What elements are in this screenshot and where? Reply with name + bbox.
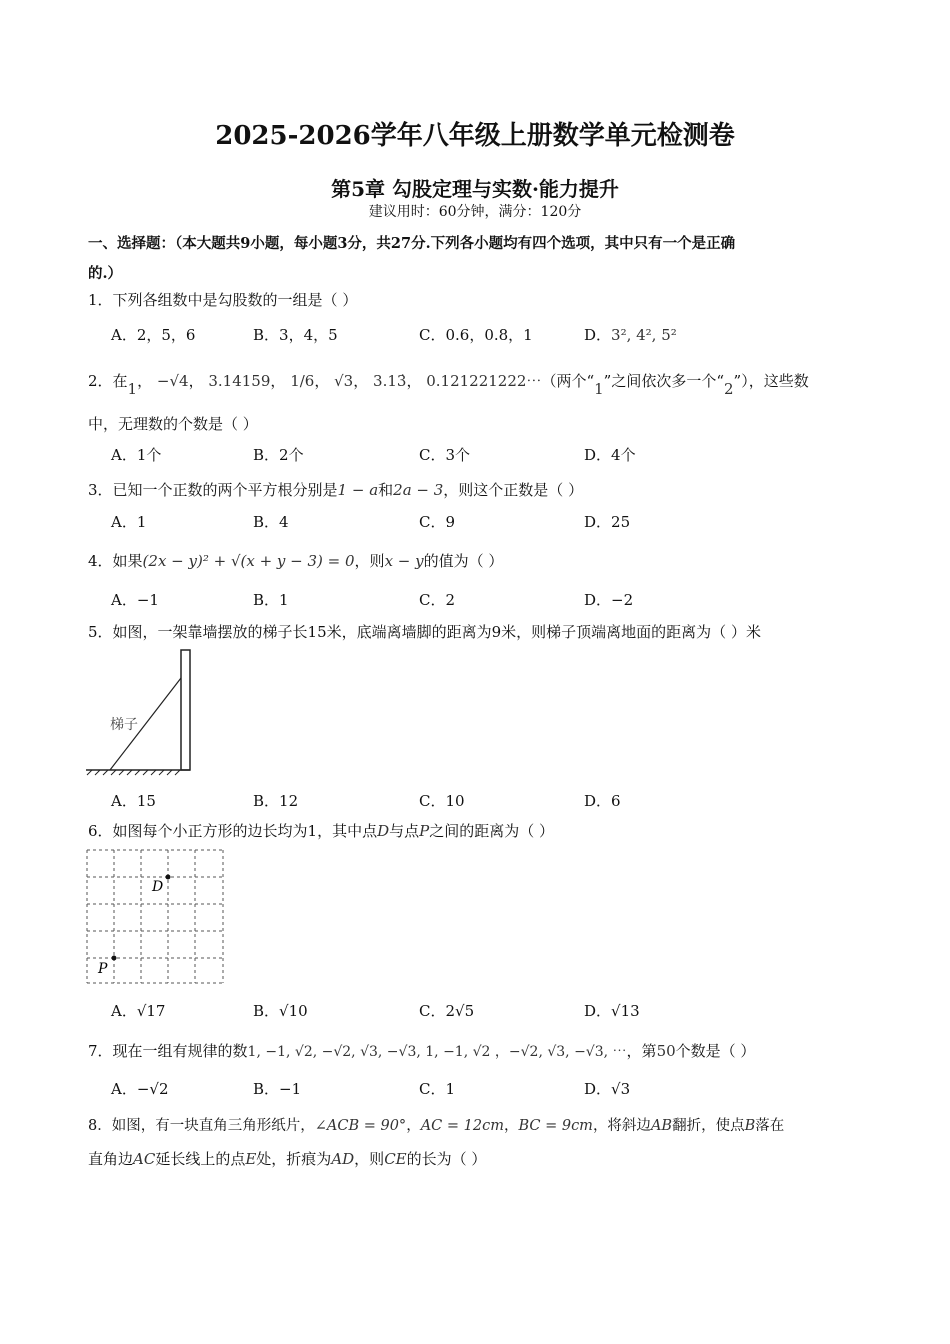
q1-option-d-math: 3², 4², 5²: [611, 326, 677, 344]
q3-stem-a: 3．已知一个正数的两个平方根分别是: [88, 481, 338, 499]
q8-text-d: 落在: [755, 1118, 785, 1134]
q2-stem-line2: 中，无理数的个数是（ ）: [88, 415, 258, 433]
q3-stem-b: ，则这个正数是（ ）: [443, 481, 584, 499]
q2-sep: ，: [353, 372, 369, 390]
q4-option-b[interactable]: B．1: [253, 591, 289, 609]
section-heading-cont: 的.）: [88, 265, 123, 282]
q5-stem: 5．如图，一架靠墙摆放的梯子长15米，底端离墙脚的距离为9米，则梯子顶端离地面的距离为（ ）米: [88, 623, 761, 641]
q5-option-c[interactable]: C．10: [419, 792, 465, 810]
q8-text-i: 的长为（ ）: [406, 1150, 487, 1168]
q6-stem: [88, 820, 554, 841]
q2-item-3: 3.14159: [208, 372, 271, 390]
q7-option-d[interactable]: D．√3: [584, 1080, 631, 1098]
q8-e: E: [245, 1150, 257, 1168]
q2-item-2: −√4: [156, 372, 189, 390]
q3-option-b[interactable]: B．4: [253, 513, 289, 531]
section-heading: 一、选择题：（本大题共9小题，每小题3分，共27分.下列各小题均有四个选项，其中只有一个是正确: [88, 235, 736, 252]
q3-expr2: 2a − 3: [393, 481, 444, 499]
q6-stem-c: 之间的距离为（ ）: [429, 822, 555, 840]
q3-option-c[interactable]: C．9: [419, 513, 456, 531]
point-p: [112, 956, 117, 961]
q2-sep: ，: [188, 372, 204, 390]
q4-stem: [88, 550, 503, 571]
q8-b: B: [744, 1118, 756, 1134]
wall: [181, 650, 190, 770]
q8-stem: 8．如图，有一块直角三角形纸片，∠ACB = 90°，AC = 12cm，BC = 9cm，将斜边AB翻折，使点B落在: [88, 1118, 785, 1134]
q3-mid: 和: [378, 481, 394, 499]
q7-stem-b: ，第: [626, 1042, 657, 1060]
q8-text-c: 翻折，使点: [672, 1118, 745, 1134]
q4-expr2: x − y: [384, 552, 424, 570]
q6-point-p: P: [419, 822, 430, 840]
q3-option-d[interactable]: D．25: [584, 513, 631, 531]
q8-bc: BC = 9cm: [518, 1118, 593, 1134]
q3-stem: [88, 479, 583, 500]
q2-note-one: 1: [594, 380, 604, 398]
q1-option-a[interactable]: A．2，5，6: [111, 326, 196, 344]
q1-stem: 1．下列各组数中是勾股数的一组是（ ）: [88, 291, 358, 309]
q5-option-b[interactable]: B．12: [253, 792, 299, 810]
q1-option-d-label: D．: [584, 326, 612, 344]
q5-option-d[interactable]: D．6: [584, 792, 621, 810]
q5-option-a[interactable]: A．15: [111, 792, 156, 810]
q8-ac: AC = 12cm: [420, 1118, 504, 1134]
point-d-label: D: [152, 879, 164, 895]
ladder-label: 梯子: [110, 717, 138, 733]
q4-option-c[interactable]: C．2: [419, 591, 456, 609]
q2-note-two: 2: [724, 380, 734, 398]
q8-text-e: 直角边: [88, 1150, 134, 1168]
q7-stem: [88, 1040, 755, 1061]
q2-option-d[interactable]: D．4个: [584, 446, 636, 464]
q1-option-c[interactable]: C．0.6，0.8，1: [419, 326, 533, 344]
q6-option-d[interactable]: D．√13: [584, 1002, 640, 1020]
q8-text-f: 延长线上的点: [155, 1150, 246, 1168]
q4-option-d[interactable]: D．−2: [584, 591, 634, 609]
q6-option-c[interactable]: C．2√5: [419, 1002, 475, 1020]
q2-num: 2．在: [88, 372, 128, 390]
q8-angle: ∠ACB = 90°: [314, 1118, 407, 1134]
q7-option-a[interactable]: A．−√2: [111, 1080, 169, 1098]
q4-stem-a: 4．如果: [88, 552, 143, 570]
q4-stem-c: 的值为（ ）: [423, 552, 504, 570]
point-d: [166, 875, 171, 880]
grid-figure: [86, 849, 226, 985]
q2-note-a: （两个“: [541, 372, 595, 390]
q4-option-a[interactable]: A．−1: [111, 591, 159, 609]
q2-option-a[interactable]: A．1个: [111, 446, 162, 464]
q7-option-b[interactable]: B．−1: [253, 1080, 302, 1098]
q4-expr: (2x − y)² + √(x + y − 3) = 0: [142, 552, 355, 570]
q2-item-5: √3: [334, 372, 354, 390]
q2-item-6: 3.13̇: [373, 372, 407, 390]
q2-note-c: ”），这些数: [733, 372, 809, 390]
q2-option-c[interactable]: C．3个: [419, 446, 471, 464]
q2-item-4: 1/6: [290, 372, 315, 390]
q7-stem-c: 个数是（ ）: [675, 1042, 756, 1060]
q6-option-a[interactable]: A．√17: [111, 1002, 166, 1020]
q2-sep: ，: [270, 372, 286, 390]
q4-stem-b: ，则: [354, 552, 385, 570]
q8-ce: CE: [384, 1150, 407, 1168]
chapter-subtitle: 第5章 勾股定理与实数·能力提升: [331, 177, 619, 201]
q8-stem-line2: [88, 1148, 486, 1169]
q2-item-1: 1: [127, 380, 138, 398]
time-hint: 建议用时：60分钟，满分：120分: [368, 204, 582, 220]
q3-option-a[interactable]: A．1: [111, 513, 147, 531]
q2-note-b: ”之间依次多一个“: [603, 372, 724, 390]
q7-n: 50: [656, 1042, 676, 1060]
ladder-figure: [86, 648, 196, 776]
q7-sequence: 1, −1, √2, −√2, √3, −√3, 1, −1, √2 ，−√2, √3, −√3, ⋯: [247, 1044, 627, 1060]
q2-sep: ，: [314, 372, 330, 390]
exam-title: 2025-2026学年八年级上册数学单元检测卷: [215, 121, 735, 151]
q8-ad: AD: [331, 1150, 355, 1168]
q2-sep: ，: [406, 372, 422, 390]
q1-option-b[interactable]: B．3，4，5: [253, 326, 338, 344]
q8-ab: AB: [650, 1118, 673, 1134]
q6-point-d: D: [377, 822, 390, 840]
q6-stem-b: 与点: [389, 822, 420, 840]
q6-option-b[interactable]: B．√10: [253, 1002, 308, 1020]
q6-stem-a: 6．如图每个小正方形的边长均为1，其中点: [88, 822, 378, 840]
q2-item-7: 0.121221222⋯: [426, 372, 542, 390]
q2-stem: [88, 370, 809, 398]
q8-text-b: ，将斜边: [592, 1118, 651, 1134]
q1-option-d[interactable]: [584, 324, 677, 345]
q2-option-b[interactable]: B．2个: [253, 446, 304, 464]
q2-sep: ，: [137, 372, 153, 390]
q3-expr1: 1 − a: [337, 481, 379, 499]
q8-text-a: 8．如图，有一块直角三角形纸片，: [88, 1118, 315, 1134]
q7-stem-a: 7．现在一组有规律的数: [88, 1042, 248, 1060]
q8-text-g: 处，折痕为: [256, 1150, 332, 1168]
q8-text-h: ，则: [354, 1150, 385, 1168]
point-p-label: P: [98, 961, 108, 977]
q7-option-c[interactable]: C．1: [419, 1080, 456, 1098]
q8-ac2: AC: [133, 1150, 156, 1168]
